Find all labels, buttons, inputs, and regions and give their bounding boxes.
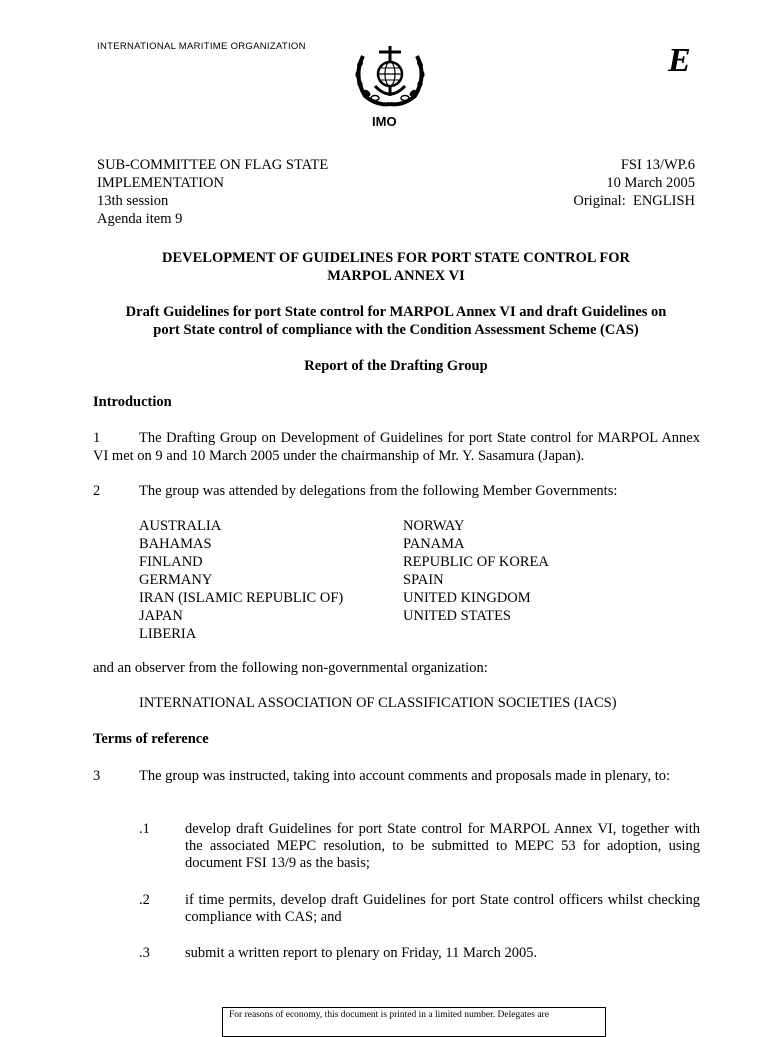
item-2-number: .2 — [139, 892, 150, 908]
country-item: NORWAY — [403, 518, 465, 534]
countries-left-column — [139, 517, 343, 643]
subtitle-line1: Draft Guidelines for port State control for MARPOL Annex VI and draft Guidelines on — [125, 304, 667, 320]
session: 13th session — [97, 193, 169, 209]
committee-line1: SUB-COMMITTEE ON FLAG STATE — [97, 157, 329, 173]
paragraph-3 — [93, 767, 700, 785]
original-language: Original: ENGLISH — [573, 193, 695, 209]
country-item: JAPAN — [139, 608, 183, 624]
document-subtitle — [93, 303, 699, 339]
committee-block — [97, 156, 328, 228]
report-title: Report of the Drafting Group — [304, 358, 488, 374]
paragraph-3-text: The group was instructed, taking into account comments and proposals made in plenary, to: — [139, 768, 670, 784]
economy-notice-box — [222, 1007, 606, 1037]
country-item: AUSTRALIA — [139, 518, 222, 534]
paragraph-2 — [93, 482, 700, 500]
paragraph-1-text: The Drafting Group on Development of Guidelines for port State control for MARPOL Annex VI met on 9 and 10 March 2005 under the chairmanship of Mr. Y. Sasamura (Japan). — [93, 430, 700, 464]
title-line2: MARPOL ANNEX VI — [327, 268, 465, 284]
country-item: GERMANY — [139, 572, 213, 588]
imo-emblem-icon — [345, 42, 435, 108]
imo-label: IMO — [372, 114, 397, 129]
country-item: REPUBLIC OF KOREA — [403, 554, 549, 570]
document-date: 10 March 2005 — [606, 175, 695, 191]
country-item: BAHAMAS — [139, 536, 212, 552]
countries-right-column — [403, 517, 549, 625]
item-1-text: develop draft Guidelines for port State control for MARPOL Annex VI, together with the associated MEPC resolution, to be submitted to MEPC 53 for adoption, using document FSI 13/9 as the basis; — [185, 821, 700, 871]
item-3-number: .3 — [139, 945, 150, 961]
item-2-text: if time permits, develop draft Guidelines for port State control officers whilst checking compliance with CAS; and — [185, 892, 700, 925]
document-number: FSI 13/WP.6 — [620, 157, 695, 173]
paragraph-3-number: 3 — [93, 768, 101, 784]
economy-notice-text: For reasons of economy, this document is printed in a limited number. Delegates are — [229, 1010, 549, 1020]
paragraph-1-number: 1 — [93, 430, 101, 446]
document-info-block — [573, 156, 695, 210]
paragraph-2-number: 2 — [93, 483, 101, 499]
observer-organization: INTERNATIONAL ASSOCIATION OF CLASSIFICATION SOCIETIES (IACS) — [139, 695, 617, 711]
country-item: FINLAND — [139, 554, 203, 570]
paragraph-2-text: The group was attended by delegations from the following Member Governments: — [139, 483, 618, 499]
terms-heading: Terms of reference — [93, 731, 209, 747]
subtitle-line2: port State control of compliance with the Condition Assessment Scheme (CAS) — [153, 322, 639, 338]
country-item: IRAN (ISLAMIC REPUBLIC OF) — [139, 590, 344, 606]
title-line1: DEVELOPMENT OF GUIDELINES FOR PORT STATE CONTROL FOR — [162, 250, 630, 266]
item-1-number: .1 — [139, 821, 150, 837]
agenda-item: Agenda item 9 — [97, 211, 183, 227]
paragraph-1 — [93, 429, 700, 465]
language-code: E — [668, 42, 691, 79]
observer-intro: and an observer from the following non-governmental organization: — [93, 660, 488, 676]
committee-line2: IMPLEMENTATION — [97, 175, 224, 191]
country-item: UNITED STATES — [403, 608, 511, 624]
document-title — [93, 249, 699, 285]
country-item: SPAIN — [403, 572, 444, 588]
country-item: UNITED KINGDOM — [403, 590, 531, 606]
country-item: PANAMA — [403, 536, 465, 552]
introduction-heading: Introduction — [93, 394, 172, 410]
country-item: LIBERIA — [139, 626, 197, 642]
organization-name: INTERNATIONAL MARITIME ORGANIZATION — [97, 41, 306, 52]
item-3-text: submit a written report to plenary on Friday, 11 March 2005. — [185, 945, 538, 961]
